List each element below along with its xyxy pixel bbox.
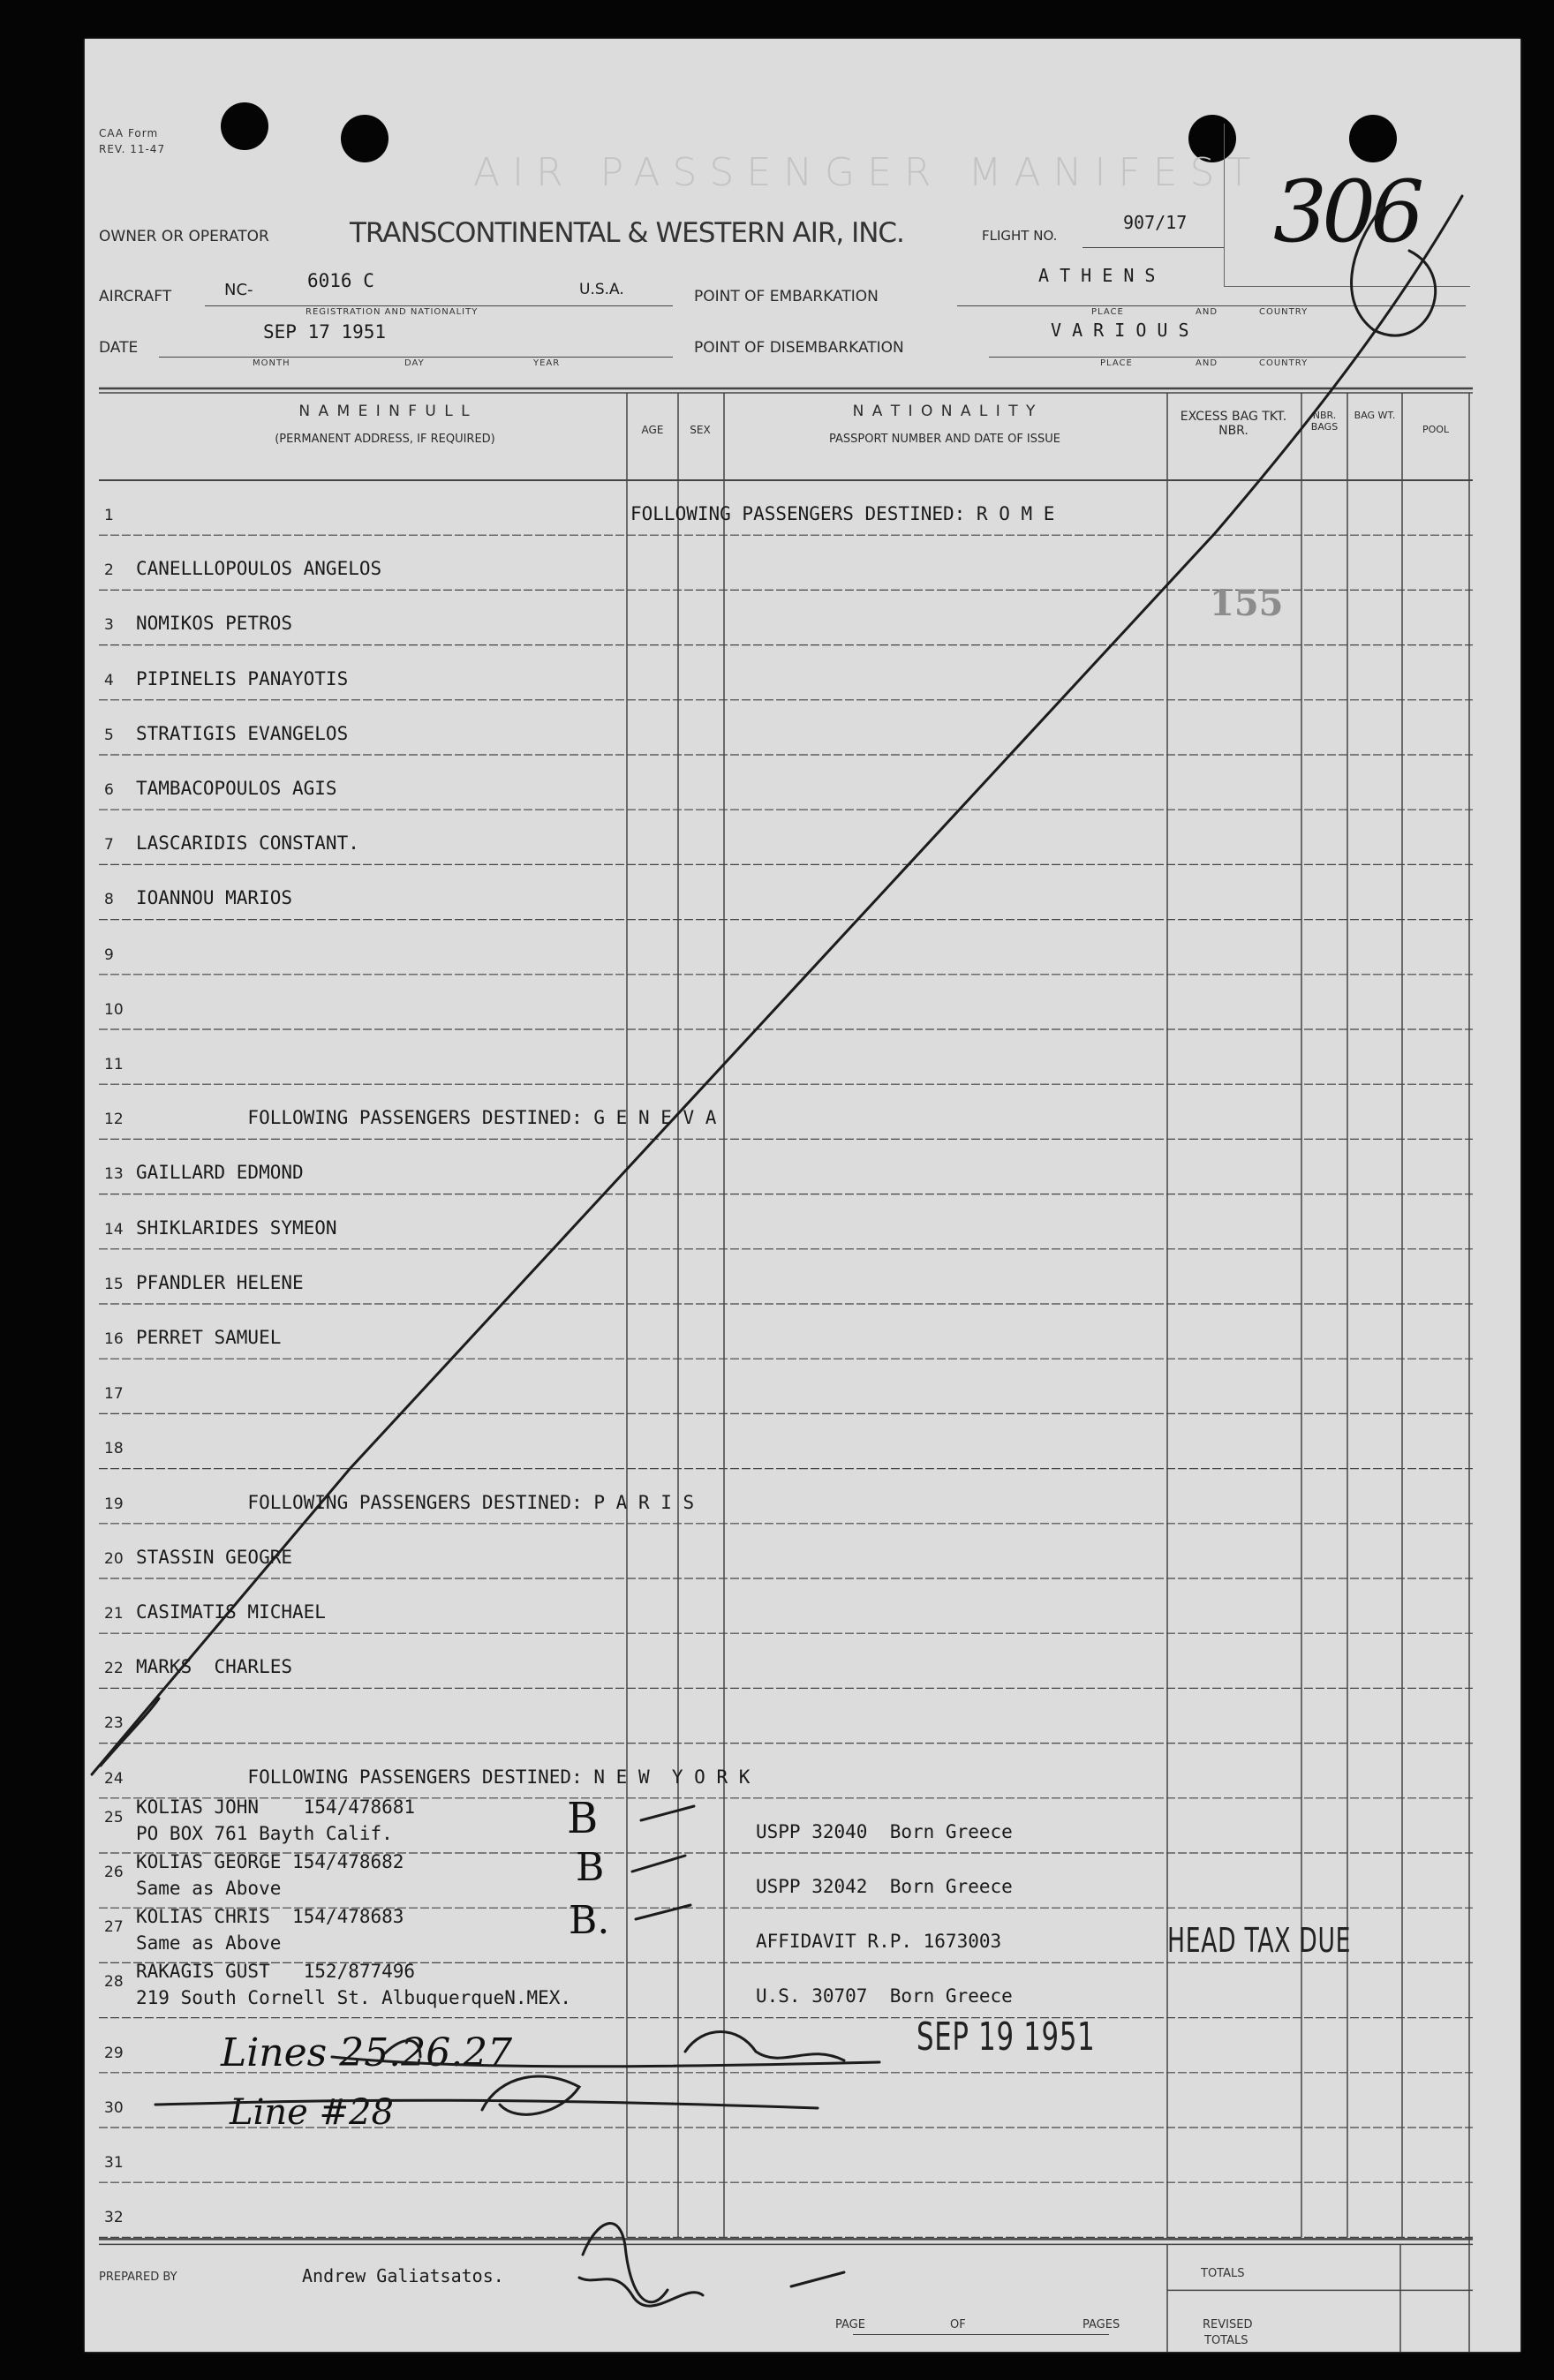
col-pool-header: POOL [1422,424,1450,435]
row-number: 32 [104,2209,124,2227]
handwritten-mark-b1: B [567,1794,599,1843]
place-caption-1: PLACE [1091,307,1124,317]
col-bag-wt-header: BAG WT. [1354,410,1396,421]
country-caption-1: COUNTRY [1259,307,1309,317]
aircraft-prefix: NC- [224,281,253,299]
passenger-name: STASSIN GEOGRE [136,1546,293,1568]
col-name-subheader: (PERMANENT ADDRESS, IF REQUIRED) [275,433,495,446]
row-number: 2 [104,561,114,580]
head-tax-stamp: HEAD TAX DUE [1167,1921,1352,1960]
annotation-lines-25-27: Lines 25.26.27 [221,2030,513,2075]
destination-heading: FOLLOWING PASSENGERS DESTINED: R O M E [630,503,1055,524]
passenger-name: KOLIAS JOHN 154/478681 [136,1796,416,1818]
disembarkation-label: POINT OF DISEMBARKATION [694,339,904,357]
owner-value: TRANSCONTINENTAL & WESTERN AIR, INC. [350,217,904,249]
prepared-by-label: PREPARED BY [99,2271,177,2284]
passenger-name: MARKS CHARLES [136,1656,293,1678]
flight-label: FLIGHT NO. [982,228,1058,244]
prepared-by-value: Andrew Galiatsatos. [302,2265,504,2286]
col-name-header: N A M E I N F U L L [298,403,471,420]
passenger-name: FOLLOWING PASSENGERS DESTINED: G E N E V A [136,1107,717,1129]
passenger-address: PO BOX 761 Bayth Calif. [136,1822,393,1844]
row-number: 30 [104,2098,124,2117]
col-nationality-header: N A T I O N A L I T Y [852,403,1037,420]
row-number: 31 [104,2154,124,2172]
passenger-passport: U.S. 30707 Born Greece [756,1985,1013,2007]
page-number-mark: 306 [1273,162,1420,261]
passenger-name: PIPINELIS PANAYOTIS [136,667,349,689]
disembarkation-value: V A R I O U S [1051,320,1189,341]
passenger-passport: USPP 32042 Born Greece [756,1876,1013,1897]
revised-totals-label: TOTALS [1204,2334,1248,2347]
row-number: 1 [104,507,114,524]
passenger-name: KOLIAS CHRIS 154/478683 [136,1906,404,1928]
page-title: AIR PASSENGER MANIFEST [473,150,1264,195]
and-caption-2: AND [1196,358,1218,368]
passenger-name: STRATIGIS EVANGELOS [136,722,349,744]
passenger-address: Same as Above [136,1932,282,1954]
row-number: 21 [104,1605,124,1623]
col-sex-header: SEX [690,424,711,436]
aircraft-nationality: U.S.A. [579,281,624,298]
passenger-name: KOLIAS GEORGE 154/478682 [136,1851,404,1872]
form-code: CAA Form [99,127,159,139]
row-number: 25 [104,1808,124,1826]
owner-label: OWNER OR OPERATOR [99,228,269,245]
row-number: 29 [104,2044,124,2062]
page-label-visible: PAGE [835,2318,865,2331]
received-date-stamp: SEP 19 1951 [917,2015,1096,2060]
row-number: 3 [104,616,114,635]
handwritten-mark-b3: B. [569,1898,610,1943]
row-number: 8 [104,891,114,909]
month-caption: MONTH [253,358,290,368]
and-caption-1: AND [1196,307,1218,317]
passenger-name: SHIKLARIDES SYMEON [136,1216,337,1239]
passenger-name: TAMBACOPOULOS AGIS [136,778,337,799]
embarkation-label: POINT OF EMBARKATION [694,288,879,305]
row-number: 18 [104,1440,124,1458]
passenger-name: RAKAGIS GUST 152/877496 [136,1961,416,1983]
row-number: 11 [104,1056,124,1073]
col-age-header: AGE [641,424,664,436]
day-caption: DAY [404,358,425,368]
row-number: 5 [104,726,114,744]
row-number: 10 [104,1000,124,1019]
passenger-name: IOANNOU MARIOS [136,887,293,909]
row-number: 27 [104,1918,124,1937]
row-number: 22 [104,1660,124,1678]
col-excess-header: EXCESS BAG TKT. NBR. [1180,410,1287,438]
row-number: 16 [104,1330,124,1348]
passenger-passport: AFFIDAVIT R.P. 1673003 [756,1931,1002,1953]
passenger-name: CASIMATIS MICHAEL [136,1601,326,1623]
date-value: SEP 17 1951 [263,321,387,343]
row-number: 26 [104,1864,124,1881]
passenger-name: PFANDLER HELENE [136,1271,304,1293]
row-number: 28 [104,1973,124,1992]
passenger-address: 219 South Cornell St. AlbuquerqueN.MEX. [136,1987,572,2009]
row-number: 7 [104,836,114,855]
row-number: 12 [104,1111,124,1129]
row-number: 20 [104,1549,124,1568]
passenger-name: NOMIKOS PETROS [136,613,293,635]
row-number: 14 [104,1220,124,1239]
passenger-passport: USPP 32040 Born Greece [756,1820,1013,1842]
annotation-line-28: Line #28 [230,2092,394,2133]
row-number: 13 [104,1165,124,1184]
row-number: 19 [104,1495,124,1513]
passenger-name: FOLLOWING PASSENGERS DESTINED: P A R I S [136,1491,695,1513]
passenger-address: Same as Above [136,1878,282,1899]
passenger-name: FOLLOWING PASSENGERS DESTINED: N E W Y O R K [136,1766,751,1788]
passenger-name: PERRET SAMUEL [136,1327,282,1348]
form-revision: REV. 11-47 [99,143,166,155]
passenger-name: LASCARIDIS CONSTANT. [136,832,359,855]
place-caption-2: PLACE [1100,358,1133,368]
flight-number: 907/17 [1123,212,1188,233]
pages-label: PAGES [1083,2318,1120,2331]
row-number: 9 [104,945,114,964]
row-number: 17 [104,1385,124,1404]
col-nbr-bags-header: NBR. BAGS [1310,410,1339,433]
passenger-name: CANELLLOPOULOS ANGELOS [136,558,382,580]
year-caption: YEAR [533,358,561,368]
date-label: DATE [99,339,139,357]
row-number: 6 [104,781,114,799]
aircraft-label: AIRCRAFT [99,288,172,305]
aircraft-registration: 6016 C [307,270,374,291]
col-nationality-subheader: PASSPORT NUMBER AND DATE OF ISSUE [828,433,1060,446]
registration-caption: REGISTRATION AND NATIONALITY [306,307,479,317]
row-number: 24 [104,1769,124,1788]
revised-label: REVISED [1203,2318,1253,2331]
passenger-name: GAILLARD EDMOND [136,1162,304,1184]
row-number: 4 [104,671,114,689]
country-caption-2: COUNTRY [1259,358,1309,368]
handwritten-mark-b2: B [576,1845,605,1890]
totals-label: TOTALS [1201,2267,1245,2280]
row-number: 15 [104,1275,124,1293]
excess-bag-value: 155 [1210,583,1284,624]
embarkation-value: A T H E N S [1038,265,1156,286]
manifest-sheet [85,39,1520,2352]
row-number: 23 [104,1714,124,1733]
page-of-label: OF [950,2318,966,2331]
